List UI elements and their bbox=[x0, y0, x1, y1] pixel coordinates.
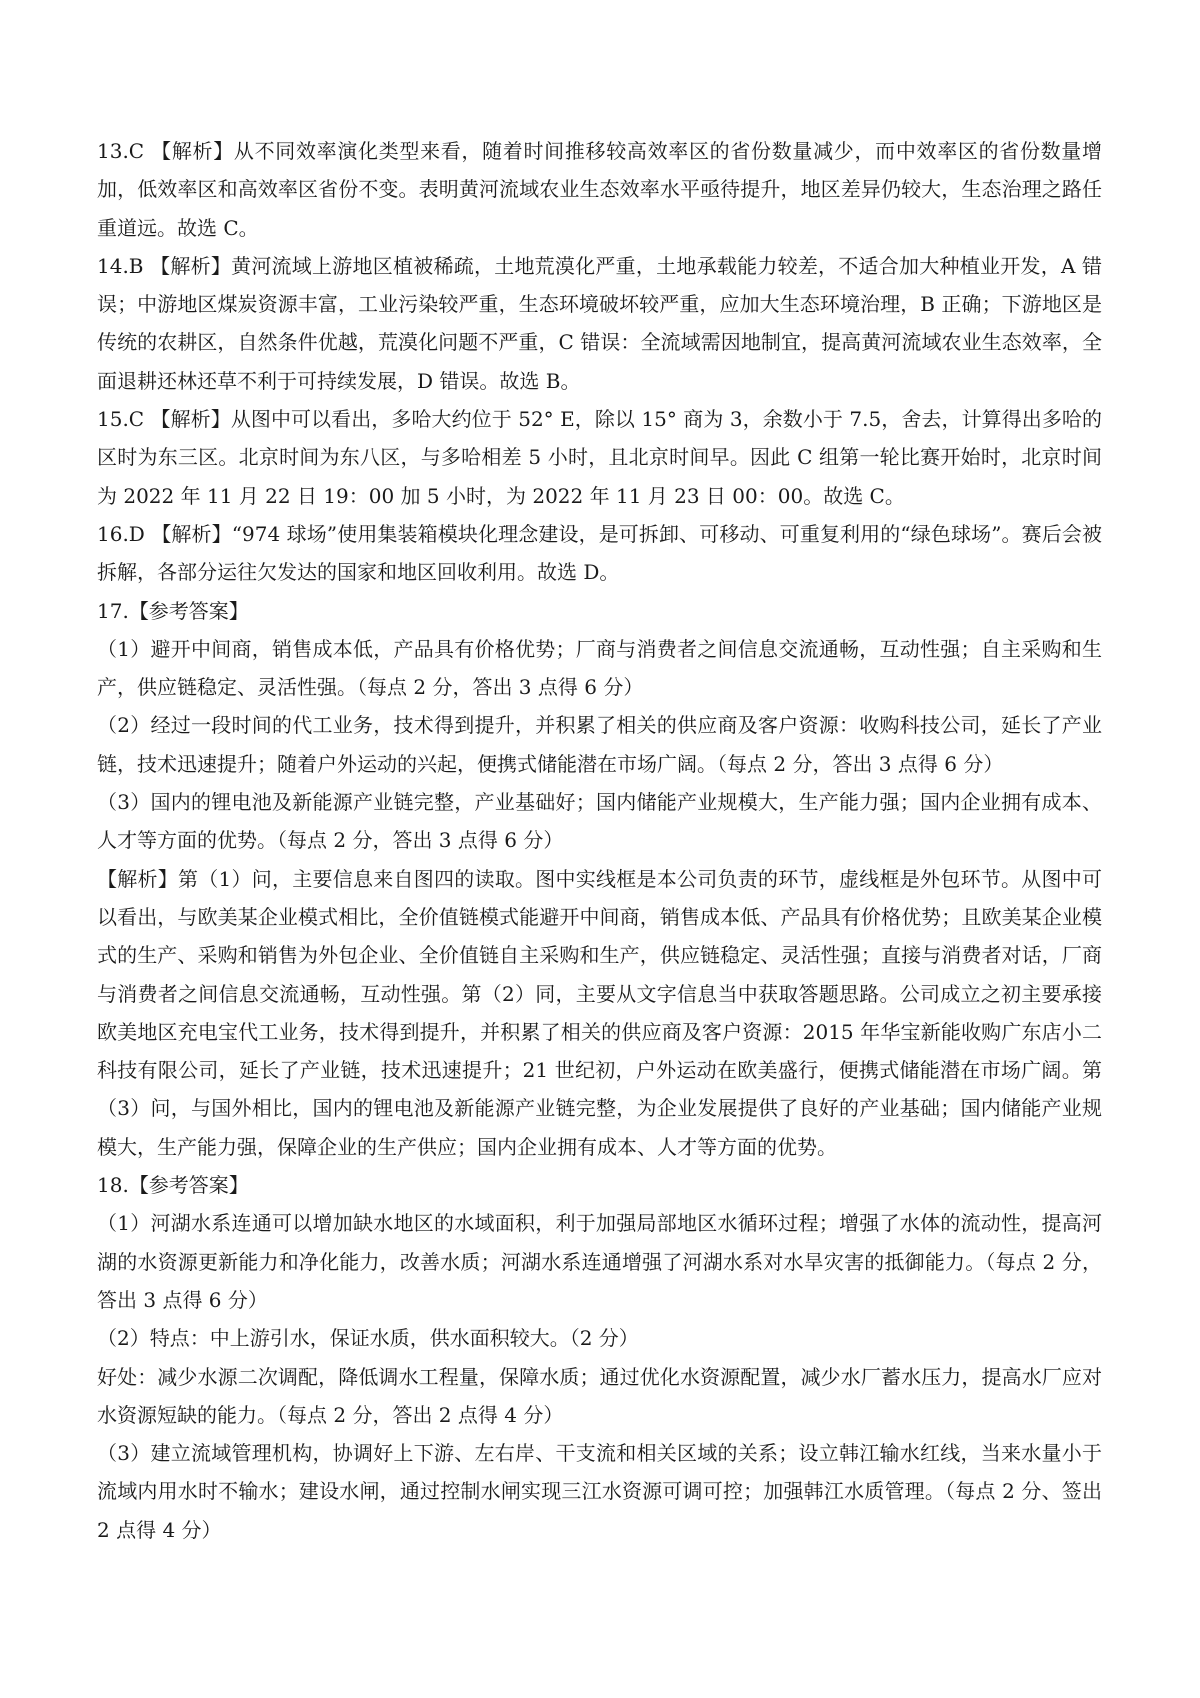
answer-18-part-3 bbox=[97, 1434, 1102, 1549]
answer-17-part-3 bbox=[97, 783, 1102, 860]
answer-18-part-1-text: （1）河湖水系连通可以增加缺水地区的水域面积，利于加强局部地区水循环过程；增强了水体的流动性，提高河湖的水资源更新能力和净化能力，改善水质；河湖水系连通增强了河湖水系对水旱灾害的抵御能力。（每点 2 分，答出 3 点得 6 分） bbox=[97, 1211, 1102, 1312]
answer-16-text: 【解析】“974 球场”使用集装箱模块化理念建设，是可拆卸、可移动、可重复利用的“绿色球场”。赛后会被拆解，各部分运往欠发达的国家和地区回收利用。故选 D。 bbox=[97, 521, 1102, 585]
answer-17-part-2-text: （2）经过一段时间的代工业务，技术得到提升，并积累了相关的供应商及客户资源：收购科技公司，延长了产业链，技术迅速提升；随着户外运动的兴起，便携式储能潜在市场广阔。（每点 2 分，答出 3 点得 6 分） bbox=[97, 713, 1102, 776]
answer-18-part-2-text: （2）特点：中上游引水，保证水质，供水面积较大。（2 分） bbox=[97, 1326, 639, 1351]
answer-17-part-1-text: （1）避开中间商，销售成本低，产品具有价格优势；厂商与消费者之间信息交流通畅，互动性强；自主采购和生产，供应链稳定、灵活性强。（每点 2 分，答出 3 点得 6 分） bbox=[97, 636, 1102, 700]
answer-18-benefits bbox=[97, 1358, 1102, 1435]
answer-16-label: 16.D bbox=[97, 521, 145, 546]
answer-14-label: 14.B bbox=[97, 253, 144, 278]
answer-17-part-3-text: （3）国内的锂电池及新能源产业链完整，产业基础好；国内储能产业规模大，生产能力强；国内企业拥有成本、人才等方面的优势。（每点 2 分，答出 3 点得 6 分） bbox=[97, 790, 1102, 853]
answer-17-analysis bbox=[97, 860, 1102, 1166]
answer-14 bbox=[97, 247, 1102, 400]
answer-14-text: 【解析】黄河流域上游地区植被稀疏，土地荒漠化严重，土地承载能力较差，不适合加大种植业开发，A 错误；中游地区煤炭资源丰富，工业污染较严重，生态环境破坏较严重，应加大生态环境治理，B 正确；下游地区是传统的农耕区，自然条件优越，荒漠化问题不严重，C 错误：全流域需因地制宜，提高黄河流域农业生态效率，全面退耕还林还草不利于可持续发展，D 错误。故选 B。 bbox=[97, 253, 1102, 393]
question-17-heading-text: 【参考答案】 bbox=[128, 598, 249, 623]
question-17-label: 17. bbox=[97, 598, 129, 623]
answer-15-label: 15.C bbox=[97, 407, 145, 432]
question-18-heading-text: 【参考答案】 bbox=[128, 1173, 249, 1198]
question-18-label: 18. bbox=[97, 1173, 129, 1198]
answer-17-part-2 bbox=[97, 706, 1102, 783]
question-17-heading bbox=[97, 592, 1102, 630]
question-18-heading bbox=[97, 1166, 1102, 1204]
answer-16 bbox=[97, 515, 1102, 592]
answer-13-label: 13.C bbox=[97, 139, 145, 163]
answer-17-analysis-text: 【解析】第（1）问，主要信息来自图四的读取。图中实线框是本公司负责的环节，虚线框是外包环节。从图中可以看出，与欧美某企业模式相比，全价值链模式能避开中间商，销售成本低、产品具有价格优势；且欧美某企业模式的生产、采购和销售为外包企业、全价值链自主采购和生产，供应链稳定、灵活性强；直接与消费者对话，厂商与消费者之间信息交流通畅，互动性强。第（2）同，主要从文字信息当中获取答题思路。公司成立之初主要承接欧美地区充电宝代工业务，技术得到提升，并积累了相关的供应商及客户资源：2015 年华宝新能收购广东店小二科技有限公司，延长了产业链，技术迅速提升；21 世纪初，户外运动在欧美盛行，便携式储能潜在市场广阔。第（3）问，与国外相比，国内的锂电池及新能源产业链完整，为企业发展提供了良好的产业基础；国内储能产业规模大，生产能力强，保障企业的生产供应；国内企业拥有成本、人才等方面的优势。 bbox=[97, 866, 1102, 1159]
answer-18-part-3-text: （3）建立流域管理机构，协调好上下游、左右岸、干支流和相关区域的关系；设立韩江输水红线，当来水量小于流域内用水时不输水；建设水闸，通过控制水闸实现三江水资源可调可控；加强韩江水质管理。（每点 2 分、签出 2 点得 4 分） bbox=[97, 1441, 1102, 1542]
answer-18-benefits-text: 好处：减少水源二次调配，降低调水工程量，保障水质；通过优化水资源配置，减少水厂蓄水压力，提高水厂应对水资源短缺的能力。（每点 2 分，答出 2 点得 4 分） bbox=[97, 1364, 1102, 1427]
answer-15-text: 【解析】从图中可以看出，多哈大约位于 52° E，除以 15° 商为 3，余数小于 7.5，舍去，计算得出多哈的区时为东三区。北京时间为东八区，与多哈相差 5 小时，且北京时间早。因此 C 组第一轮比赛开始时，北京时间为 2022 年 11 月 22 日 19：00 加 5 小时，为 2022 年 11 月 23 日 00：00。故选 C。 bbox=[97, 407, 1102, 508]
answer-13 bbox=[97, 132, 1102, 247]
answer-15 bbox=[97, 400, 1102, 515]
answer-13-text: 【解析】从不同效率演化类型来看，随着时间推移较高效率区的省份数量减少，而中效率区的省份数量增加，低效率区和高效率区省份不变。表明黄河流域农业生态效率水平亟待提升，地区差异仍较大，生态治理之路任重道远。故选 C。 bbox=[97, 139, 1102, 240]
answer-18-part-1 bbox=[97, 1204, 1102, 1319]
answer-17-part-1 bbox=[97, 630, 1102, 707]
answer-18-part-2 bbox=[97, 1319, 1102, 1357]
